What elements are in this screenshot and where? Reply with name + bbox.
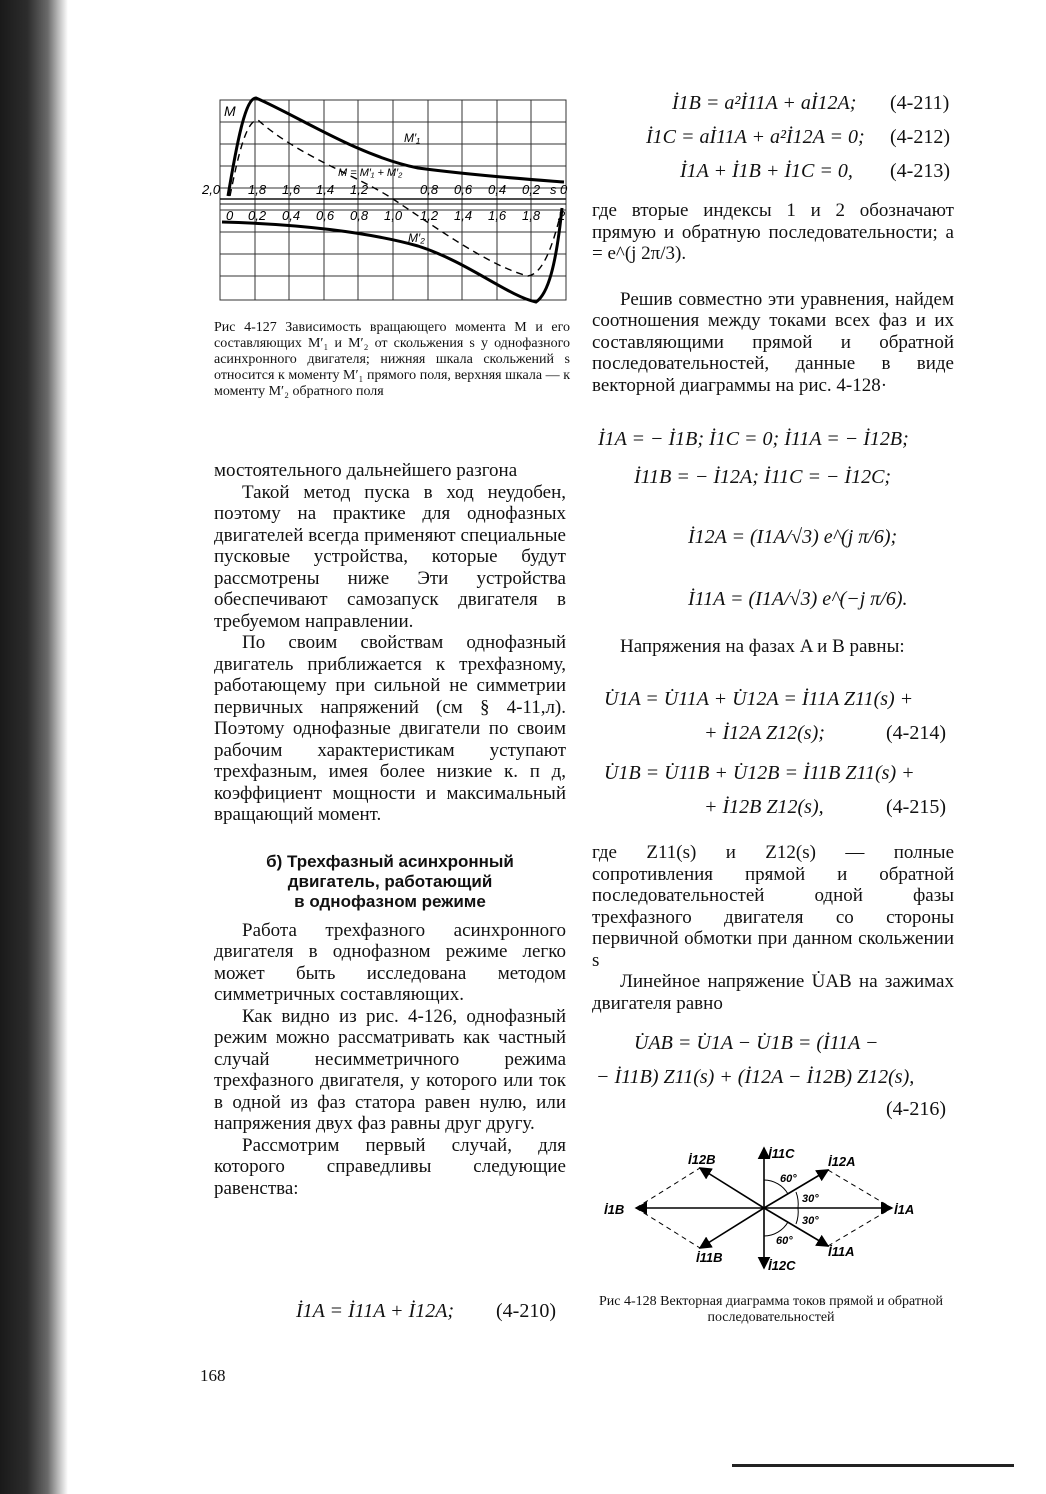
svg-text:0,6: 0,6 [316,208,335,223]
equation-number: (4-212) [890,126,950,148]
equation-number: (4-210) [496,1300,556,1322]
equation-relations-4: İ11A = (I1A/√3) e^(−j π/6). [688,588,908,610]
section-heading-line3: в однофазном режиме [294,891,486,911]
label-m1: M′₁ [404,131,421,145]
svg-text:0,6: 0,6 [454,182,473,197]
svg-text:2,0: 2,0 [202,182,221,197]
equation-relations-1: İ1A = − İ1B; İ1C = 0; İ11A = − İ12B; [598,428,909,450]
label-i1a: İ1A [894,1202,915,1217]
label-i1b: İ1B [604,1202,625,1217]
scan-edge-rule [732,1464,1014,1467]
svg-text:1,6: 1,6 [282,182,301,197]
equation-4-216b: − İ11B) Z11(s) + (İ12A − İ12B) Z12(s), [596,1066,915,1088]
equation-4-210: İ1A = İ11A + İ12A; [296,1300,455,1322]
paragraph: Напряжения на фазах A и B равны: [620,636,905,657]
angle-60-top: 60° [780,1173,797,1185]
vector-diagram [596,1140,936,1290]
equation-number: (4-211) [890,92,950,114]
paragraph: Решив совместно эти уравнения, найдем соотношения между токами всех фаз и их составляющими прямой и обратной последовательностей, данные в виде векторной диаграммы на рис. 4-128· [592,288,954,396]
svg-text:1,8: 1,8 [248,182,267,197]
svg-text:0,8: 0,8 [420,182,439,197]
paragraph: мостоятельного дальнейшего разгона [214,460,518,481]
equation-relations-3: İ12A = (I1A/√3) e^(j π/6); [688,526,898,548]
svg-text:0,2: 0,2 [522,182,541,197]
svg-text:0: 0 [560,182,568,197]
label-i12b: İ12B [688,1152,716,1167]
m1-curve [228,98,564,196]
paragraph: Рассмотрим первый случай, для которого справедливы следующие равенства: [214,1134,566,1199]
svg-text:s: s [550,182,557,197]
equation-relations-2: İ11B = − İ12A; İ11C = − İ12C; [634,466,892,488]
angle-60-bottom: 60° [776,1235,793,1247]
label-i12c: İ12C [768,1258,796,1273]
equation-number: (4-214) [886,722,946,744]
top-slip-scale [201,182,568,197]
paragraph: Такой метод пуска в ход неудобен, поэтому на практике для однофазных двигателей всегда применяют специальные пусковые устройства, которые будут рассмотрены ниже Эти устройства обеспечивают самозапуск двигателя в требуемом направлении. [214,481,566,632]
label-i12a: İ12A [828,1154,856,1169]
right-column-upper [592,200,954,396]
equation-4-214a: U̇1A = U̇11A + U̇12A = İ11A Z11(s) + [604,688,914,710]
paragraph: Работа трехфазного асинхронного двигателя в однофазном режиме легко может быть исследована методом симметричных составляющих. [214,919,566,1005]
equation-4-215b: + İ12B Z12(s), [704,796,824,818]
svg-text:0,8: 0,8 [350,208,369,223]
equation-4-211: İ1B = a²İ11A + aİ12A; [672,92,857,114]
figure-4-128-caption: Рис 4-128 Векторная диаграмма токов прямой и обратной последовательностей [598,1294,943,1325]
figure-4-127 [202,96,570,304]
svg-text:1,6: 1,6 [488,208,507,223]
figure-4-128 [596,1140,936,1290]
right-column-mid [592,636,954,658]
paragraph: Как видно из рис. 4-126, однофазный режим можно рассматривать как частный случай несимметричного режима трехфазного двигателя, у которого или ток в одной из фаз статора равен нулю, или напряжения двух фаз равны друг другу. [214,1005,566,1134]
svg-text:1,4: 1,4 [454,208,473,223]
paragraph: где вторые индексы 1 и 2 обозначают прямую и обратную последовательности; a = e^(j 2π/3). [592,200,954,264]
label-m: M [224,103,236,119]
label-i11a: İ11A [828,1244,855,1259]
equation-number: (4-215) [886,796,946,818]
svg-text:1,8: 1,8 [522,208,541,223]
svg-text:1,2: 1,2 [420,208,439,223]
svg-text:0,2: 0,2 [248,208,267,223]
torque-slip-plot [202,96,570,304]
paragraph: Линейное напряжение U̇AB на зажимах двигателя равно [592,971,954,1014]
m-total-curve [230,120,562,276]
book-spine-shadow [0,0,68,1494]
svg-text:0,4: 0,4 [282,208,301,223]
label-m-sum: M = M′₁ + M′₂ [338,167,403,179]
left-column [214,460,566,1199]
vector-i11a [764,1208,828,1246]
equation-4-214b: + İ12A Z12(s); [704,722,825,744]
section-heading-line2: двигатель, работающий [287,871,493,891]
equation-4-212: İ1C = aİ11A + a²İ12A = 0; [646,126,865,148]
label-i11b: İ11B [696,1250,723,1265]
angle-30-bottom: 30° [802,1215,819,1227]
svg-text:1,4: 1,4 [316,182,335,197]
equation-number: (4-213) [890,160,950,182]
section-heading-line1: б) Трехфазный асинхронный [266,851,514,871]
svg-text:1,0: 1,0 [384,208,403,223]
equation-4-213: İ1A + İ1B + İ1C = 0, [680,160,853,182]
equation-number: (4-216) [886,1098,946,1120]
right-column-lower [592,842,954,1014]
svg-text:0: 0 [226,208,234,223]
paragraph: где Z11(s) и Z12(s) — полные сопротивления прямой и обратной последовательностей одной фазы трехфазного двигателя со стороны первичной обмотки при данном скольжении s [592,842,954,971]
vector-i12b [700,1168,764,1208]
svg-text:0,4: 0,4 [488,182,507,197]
page-number: 168 [200,1366,226,1385]
vector-i11b [700,1208,764,1248]
angle-30-top: 30° [802,1193,819,1205]
svg-text:1,2: 1,2 [350,182,369,197]
paragraph: По своим свойствам однофазный двигатель приближается к трехфазному, работающему при сильной не симметрии первичных напряжений (см § 4-11,л). Поэтому однофазные двигатели по своим рабочим характеристикам уступают трехфазным, имея более низкие к. п д, коэффициент мощности и максимальный вращающий момент. [214,632,566,825]
label-i11c: İ11C [768,1146,795,1161]
equation-4-216a: U̇AB = U̇1A − U̇1B = (İ11A − [634,1032,879,1054]
svg-text:2: 2 [558,208,566,223]
figure-4-127-caption: Рис 4-127 Зависимость вращающего момента M и его составляющих M′₁ и M′₂ от скольжения s у однофазного асинхронного двигателя; нижняя шкала скольжений s относится к моменту M′₁ прямого поля, верхняя шкала — к моменту M′₂ обратного поля [214,320,570,399]
equation-4-215a: U̇1B = U̇11B + U̇12B = İ11B Z11(s) + [604,762,915,784]
label-m2: M′₂ [408,231,425,245]
